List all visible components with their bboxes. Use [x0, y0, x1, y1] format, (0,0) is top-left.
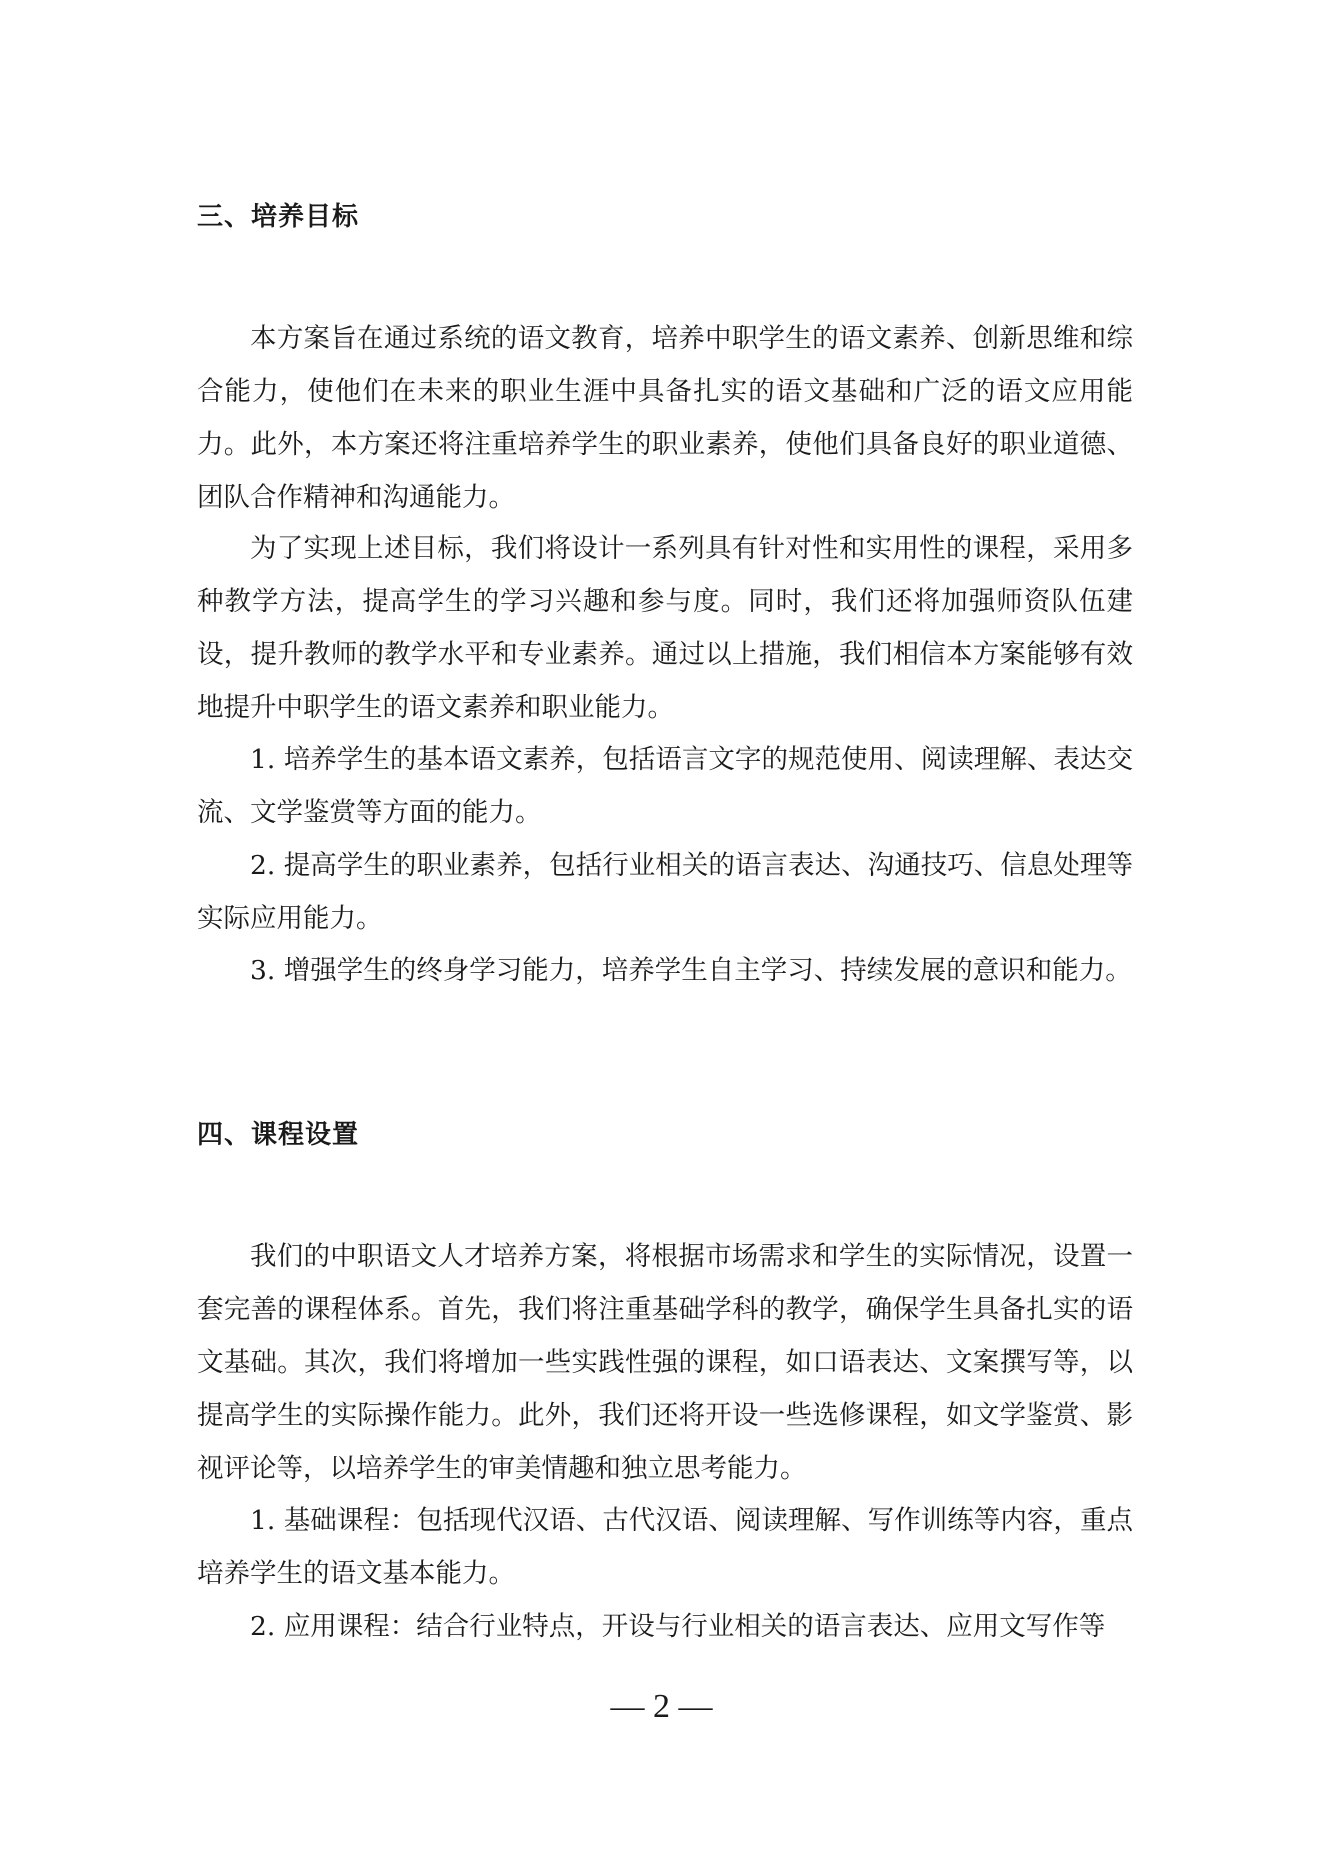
- paragraph: 本方案旨在通过系统的语文教育，培养中职学生的语文素养、创新思维和综合能力，使他们在未来的职业生涯中具备扎实的语文基础和广泛的语文应用能力。此外，本方案还将注重培养学生的职业素养，使他们具备良好的职业道德、团队合作精神和沟通能力。: [197, 323, 1133, 513]
- list-item: 1. 培养学生的基本语文素养，包括语言文字的规范使用、阅读理解、表达交流、文学鉴赏等方面的能力。: [197, 744, 1133, 828]
- paragraph: 我们的中职语文人才培养方案，将根据市场需求和学生的实际情况，设置一套完善的课程体系。首先，我们将注重基础学科的教学，确保学生具备扎实的语文基础。其次，我们将增加一些实践性强的课程，如口语表达、文案撰写等，以提高学生的实际操作能力。此外，我们还将开设一些选修课程，如文学鉴赏、影视评论等，以培养学生的审美情趣和独立思考能力。: [197, 1241, 1133, 1484]
- list-item: 2. 应用课程：结合行业特点，开设与行业相关的语言表达、应用文写作等: [250, 1611, 1106, 1642]
- list-item: 2. 提高学生的职业素养，包括行业相关的语言表达、沟通技巧、信息处理等实际应用能力。: [197, 850, 1133, 934]
- section-heading-training-goals: 三、培养目标: [197, 202, 360, 232]
- list-item: 3. 增强学生的终身学习能力，培养学生自主学习、持续发展的意识和能力。: [250, 955, 1132, 986]
- page-number: — 2 —: [610, 1688, 713, 1725]
- paragraph: 为了实现上述目标，我们将设计一系列具有针对性和实用性的课程，采用多种教学方法，提高学生的学习兴趣和参与度。同时，我们还将加强师资队伍建设，提升教师的教学水平和专业素养。通过以上措施，我们相信本方案能够有效地提升中职学生的语文素养和职业能力。: [197, 533, 1133, 723]
- section-heading-curriculum: 四、课程设置: [197, 1120, 360, 1150]
- list-item: 1. 基础课程：包括现代汉语、古代汉语、阅读理解、写作训练等内容，重点培养学生的语文基本能力。: [197, 1505, 1133, 1589]
